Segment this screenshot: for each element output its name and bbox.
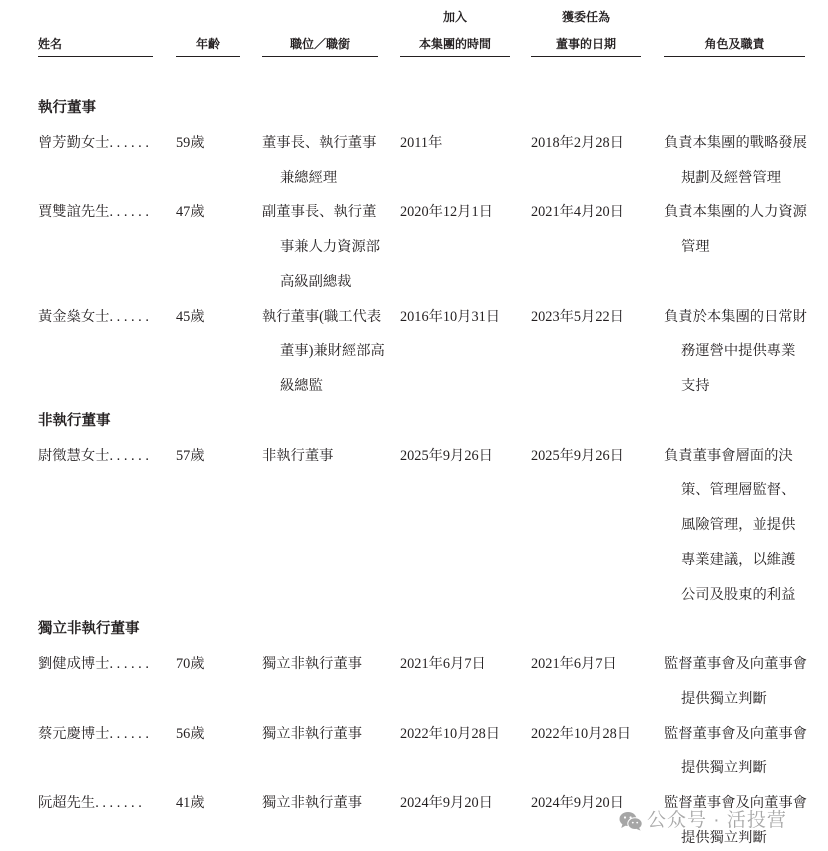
name-leader-dots: ....... xyxy=(95,795,146,811)
header-underline-appointed xyxy=(531,56,641,57)
header-underline-name xyxy=(38,56,153,57)
header-underline-age xyxy=(176,56,240,57)
watermark-text: 公众号 · 活投营 xyxy=(647,810,787,831)
position-line: 兼總經理 xyxy=(280,169,338,186)
header-underline-position xyxy=(262,56,378,57)
role-line: 專業建議，以維護 xyxy=(681,551,796,568)
header-underline-role xyxy=(664,56,805,57)
appointed-date: 2018年2月28日 xyxy=(531,134,624,151)
role-line: 策、管理層監督、 xyxy=(681,482,796,499)
joined-date: 2021年6月7日 xyxy=(400,656,486,672)
role-line: 支持 xyxy=(681,378,710,394)
name-cell xyxy=(38,133,153,153)
role-line: 監督董事會及向董事會 xyxy=(664,656,807,672)
role-line: 提供獨立判斷 xyxy=(681,760,767,777)
director-name: 賈雙誼先生 xyxy=(38,204,110,221)
header-age: 年齡 xyxy=(195,37,220,51)
position-line: 高級副總裁 xyxy=(280,273,352,290)
position-line: 獨立非執行董事 xyxy=(262,656,363,672)
position-line: 獨立非執行董事 xyxy=(262,725,363,742)
role-line: 監督董事會及向董事會 xyxy=(664,725,807,742)
role-line: 監督董事會及向董事會 xyxy=(664,795,807,811)
role-line: 管理 xyxy=(681,239,710,255)
director-age: 59歲 xyxy=(176,134,205,151)
role-line: 務運營中提供專業 xyxy=(681,343,796,360)
director-age: 56歲 xyxy=(176,725,205,742)
name-leader-dots: ...... xyxy=(109,725,153,742)
section-title: 非執行董事 xyxy=(38,412,111,429)
name-cell xyxy=(38,307,153,327)
name-cell xyxy=(38,446,153,466)
appointed-date: 2023年5月22日 xyxy=(531,308,624,325)
director-name: 蔡元慶博士 xyxy=(38,725,110,742)
header-name: 姓名 xyxy=(38,37,63,51)
director-name: 曾芳勤女士 xyxy=(38,134,110,151)
appointed-date: 2025年9月26日 xyxy=(531,447,624,464)
header-appointed-line-1: 獲委任為 xyxy=(561,10,610,24)
director-name: 尉徵慧女士 xyxy=(38,447,110,464)
position-line: 副董事長、執行董 xyxy=(262,204,377,221)
name-leader-dots: ...... xyxy=(109,308,153,325)
position-line: 事兼人力資源部 xyxy=(280,239,381,255)
appointed-date: 2024年9月20日 xyxy=(531,795,624,811)
header-role: 角色及職責 xyxy=(704,37,765,51)
header-underline-joined xyxy=(400,56,510,57)
director-age: 47歲 xyxy=(176,204,205,221)
name-leader-dots: ...... xyxy=(109,134,153,151)
appointed-date: 2022年10月28日 xyxy=(531,725,632,742)
joined-date: 2022年10月28日 xyxy=(400,725,501,742)
header-joined-line-1: 加入 xyxy=(442,10,467,24)
name-leader-dots: ...... xyxy=(109,656,153,672)
role-line: 負責董事會層面的決 xyxy=(664,447,793,464)
position-line: 獨立非執行董事 xyxy=(262,795,363,811)
joined-date: 2025年9月26日 xyxy=(400,447,493,464)
role-line: 提供獨立判斷 xyxy=(681,829,767,846)
director-age: 70歲 xyxy=(176,656,205,672)
joined-date: 2024年9月20日 xyxy=(400,795,493,811)
role-line: 風險管理，並提供 xyxy=(681,517,796,533)
section-title: 執行董事 xyxy=(38,100,96,116)
role-line: 提供獨立判斷 xyxy=(681,690,767,707)
director-name: 阮超先生 xyxy=(38,795,96,811)
director-age: 41歲 xyxy=(176,795,205,811)
name-leader-dots: ...... xyxy=(109,204,153,221)
position-line: 執行董事(職工代表 xyxy=(262,308,382,325)
name-cell xyxy=(38,202,153,222)
header-joined-line-2: 本集團的時間 xyxy=(418,37,491,51)
name-leader-dots: ...... xyxy=(109,447,153,464)
appointed-date: 2021年4月20日 xyxy=(531,204,624,221)
role-line: 負責本集團的戰略發展 xyxy=(664,134,807,151)
header-position: 職位／職銜 xyxy=(289,37,350,51)
role-line: 負責本集團的人力資源 xyxy=(664,204,807,221)
position-line: 級總監 xyxy=(280,378,323,394)
position-line: 董事)兼財經部高 xyxy=(280,343,385,360)
name-cell xyxy=(38,793,145,813)
name-cell xyxy=(38,724,153,744)
appointed-date: 2021年6月7日 xyxy=(531,656,617,672)
name-cell xyxy=(38,654,153,674)
position-line: 董事長、執行董事 xyxy=(262,134,377,151)
role-line: 負責於本集團的日常財 xyxy=(664,308,807,325)
joined-date: 2016年10月31日 xyxy=(400,308,501,325)
position-line: 非執行董事 xyxy=(262,447,334,464)
director-age: 57歲 xyxy=(176,447,205,464)
role-line: 公司及股東的利益 xyxy=(681,586,796,603)
wechat-icon xyxy=(619,811,643,831)
director-name: 劉健成博士 xyxy=(38,656,110,672)
section-title: 獨立非執行董事 xyxy=(38,621,140,638)
joined-date: 2011年 xyxy=(400,134,443,151)
director-name: 黃金燊女士 xyxy=(38,308,110,325)
header-appointed-line-2: 董事的日期 xyxy=(555,37,616,51)
role-line: 規劃及經營管理 xyxy=(681,169,782,186)
director-age: 45歲 xyxy=(176,308,205,325)
joined-date: 2020年12月1日 xyxy=(400,204,493,221)
